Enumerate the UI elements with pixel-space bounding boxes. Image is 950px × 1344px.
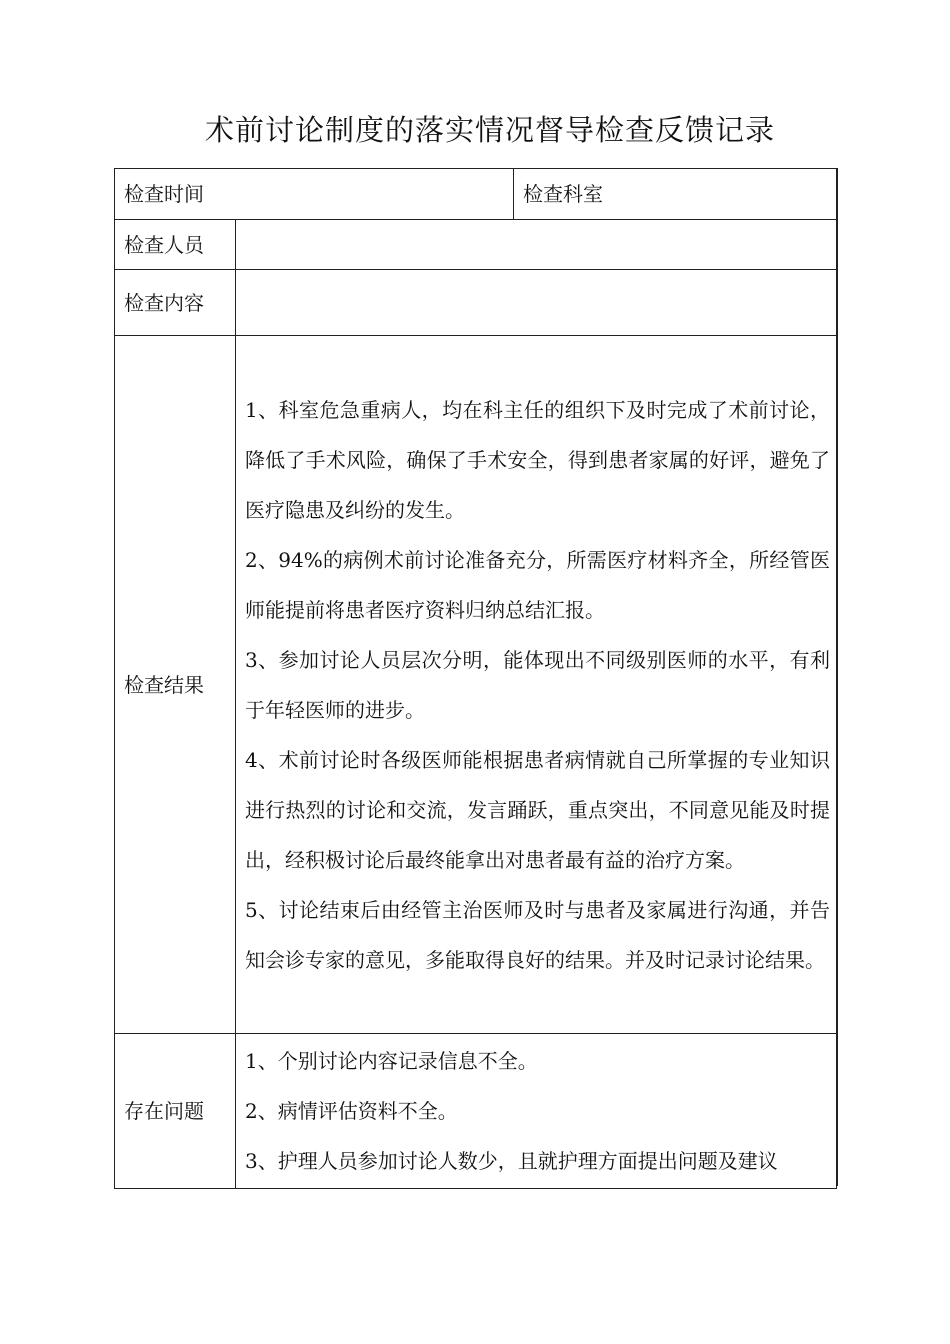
- inspectors-value-cell: [236, 220, 837, 270]
- result-item: 5、讨论结束后由经管主治医师及时与患者及家属进行沟通，并告知会诊专家的意见，多能取得良好的结果。并及时记录讨论结果。: [245, 897, 830, 972]
- row-time-dept: [115, 169, 837, 220]
- row-content: [115, 270, 837, 336]
- issue-item: 1、个别讨论内容记录信息不全。: [245, 1049, 538, 1073]
- issue-item: 2、病情评估资料不全。: [245, 1099, 458, 1123]
- content-value-cell: [236, 270, 837, 336]
- content-label-cell: [115, 270, 236, 336]
- row-issues: [115, 1034, 837, 1189]
- check-time-cell: [115, 169, 514, 220]
- content-label: 检查内容: [124, 290, 204, 315]
- check-dept-cell: [514, 169, 837, 220]
- issues-content-cell: [236, 1034, 837, 1189]
- inspectors-label: 检查人员: [124, 232, 204, 257]
- inspection-form-table: [114, 168, 837, 1189]
- result-item: 4、术前讨论时各级医师能根据患者病情就自己所掌握的专业知识进行热烈的讨论和交流，发言踊跃，重点突出，不同意见能及时提出，经积极讨论后最终能拿出对患者最有益的治疗方案。: [245, 747, 830, 872]
- issue-item: 3、护理人员参加讨论人数少，且就护理方面提出问题及建议: [245, 1149, 778, 1173]
- issues-label: 存在问题: [124, 1099, 204, 1123]
- result-item: 3、参加讨论人员层次分明，能体现出不同级别医师的水平，有利于年轻医师的进步。: [245, 647, 830, 722]
- check-dept-label: 检查科室: [523, 182, 603, 206]
- row-inspectors: [115, 220, 837, 270]
- inspectors-label-cell: [115, 220, 236, 270]
- table-outer-edge-line: [837, 168, 838, 1186]
- issues-label-cell: [115, 1034, 236, 1189]
- result-label-cell: [115, 336, 236, 1034]
- result-content-cell: [236, 336, 837, 1034]
- result-item: 1、科室危急重病人，均在科主任的组织下及时完成了术前讨论，降低了手术风险，确保了手术安全，得到患者家属的好评，避免了医疗隐患及纠纷的发生。: [245, 397, 830, 522]
- row-results: [115, 336, 837, 1034]
- result-item: 2、94%的病例术前讨论准备充分，所需医疗材料齐全，所经管医师能提前将患者医疗资料归纳总结汇报。: [245, 547, 830, 622]
- check-time-label: 检查时间: [124, 182, 204, 206]
- result-label: 检查结果: [124, 672, 204, 697]
- page-title: 术前讨论制度的落实情况督导检查反馈记录: [204, 113, 775, 147]
